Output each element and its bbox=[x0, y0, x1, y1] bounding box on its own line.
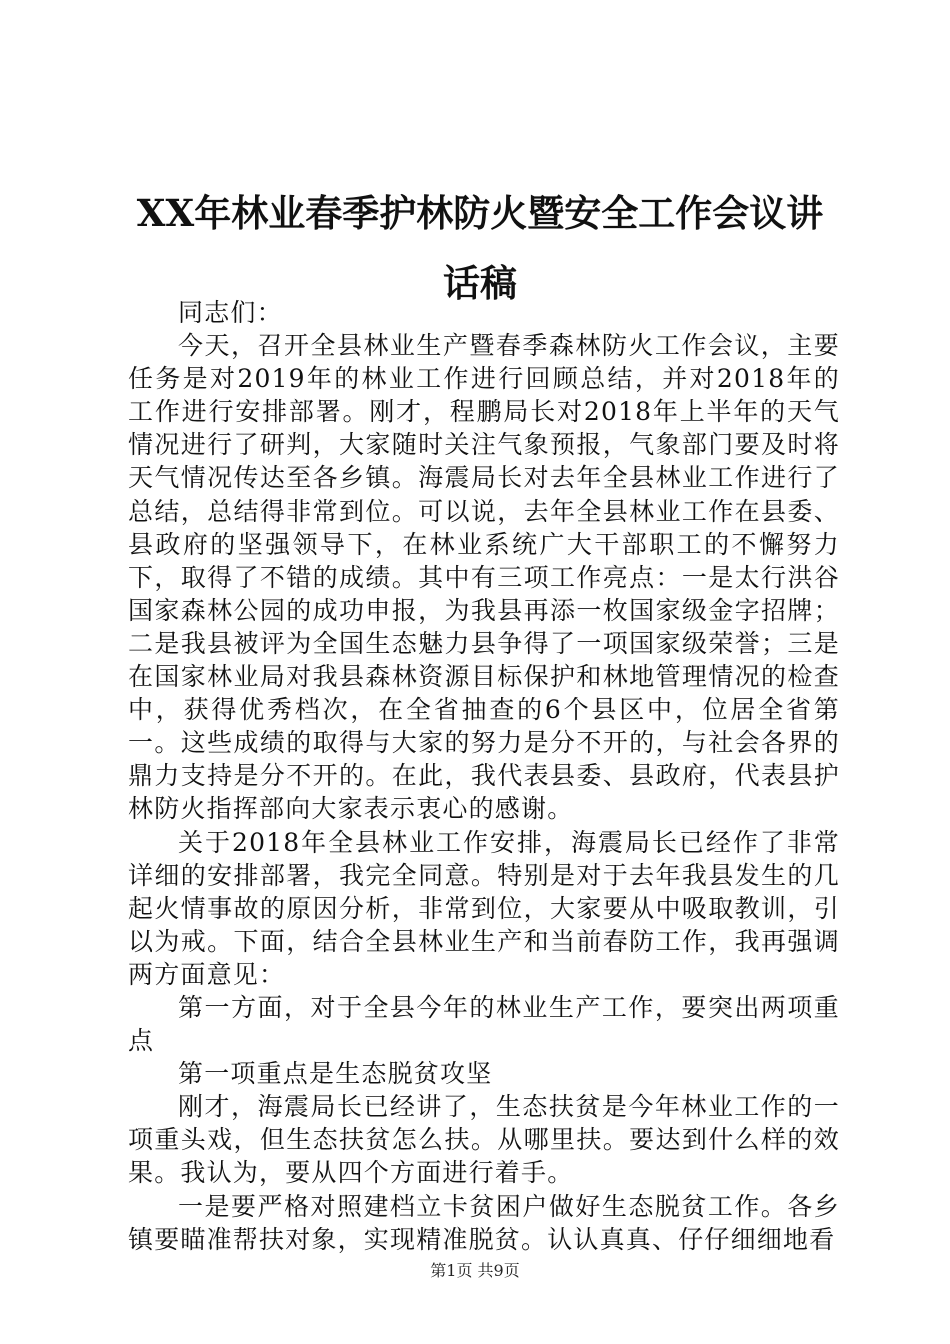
paragraph: 刚才，海震局长已经讲了，生态扶贫是今年林业工作的一项重头戏，但生态扶贫怎么扶。从哪里扶。要达到什么样的效果。我认为，要从四个方面进行着手。 bbox=[128, 1092, 840, 1188]
subsection-heading: 第一项重点是生态脱贫攻坚 bbox=[178, 1059, 493, 1089]
paragraph-salutation: 同志们： bbox=[178, 298, 283, 327]
paragraph: 今天，召开全县林业生产暨春季森林防火工作会议，主要任务是对2019年的林业工作进行回顾总结，并对2018年的工作进行安排部署。刚才，程鹏局长对2018年上半年的天气情况进行了研判，大家随时关注气象预报，气象部门要及时将天气情况传达至各乡镇。海震局长对去年全县林业工作进行了总结，总结得非常到位。可以说，去年全县林业工作在县委、县政府的坚强领导下，在林业系统广大干部职工的不懈努力下，取得了不错的成绩。其中有三项工作亮点：一是太行洪谷国家森林公园的成功申报，为我县再添一枚国家级金字招牌；二是我县被评为全国生态魅力县争得了一项国家级荣誉；三是在国家林业局对我县森林资源目标保护和林地管理情况的检查中，获得优秀档次，在全省抽查的6个县区中，位居全省第一。这些成绩的取得与大家的努力是分不开的，与社会各界的鼎力支持是分不开的。在此，我代表县委、县政府，代表县护林防火指挥部向大家表示衷心的感谢。 bbox=[128, 331, 840, 824]
document-body bbox=[128, 296, 840, 1256]
document-title: XX年林业春季护林防火暨安全工作会议讲话稿 bbox=[136, 191, 824, 305]
page-footer: 第1页 共9页 bbox=[430, 1261, 520, 1280]
paragraph: 关于2018年全县林业工作安排，海震局长已经作了非常详细的安排部署，我完全同意。特别是对于去年我县发生的几起火情事故的原因分析，非常到位，大家要从中吸取教训，引以为戒。下面，结合全县林业生产和当前春防工作，我再强调两方面意见： bbox=[128, 827, 840, 989]
paragraph: 一是要严格对照建档立卡贫困户做好生态脱贫工作。各乡镇要瞄准帮扶对象，实现精准脱贫。认认真真、仔仔细细地看 bbox=[128, 1191, 840, 1254]
section-heading: 第一方面，对于全县今年的林业生产工作，要突出两项重点 bbox=[128, 992, 840, 1056]
